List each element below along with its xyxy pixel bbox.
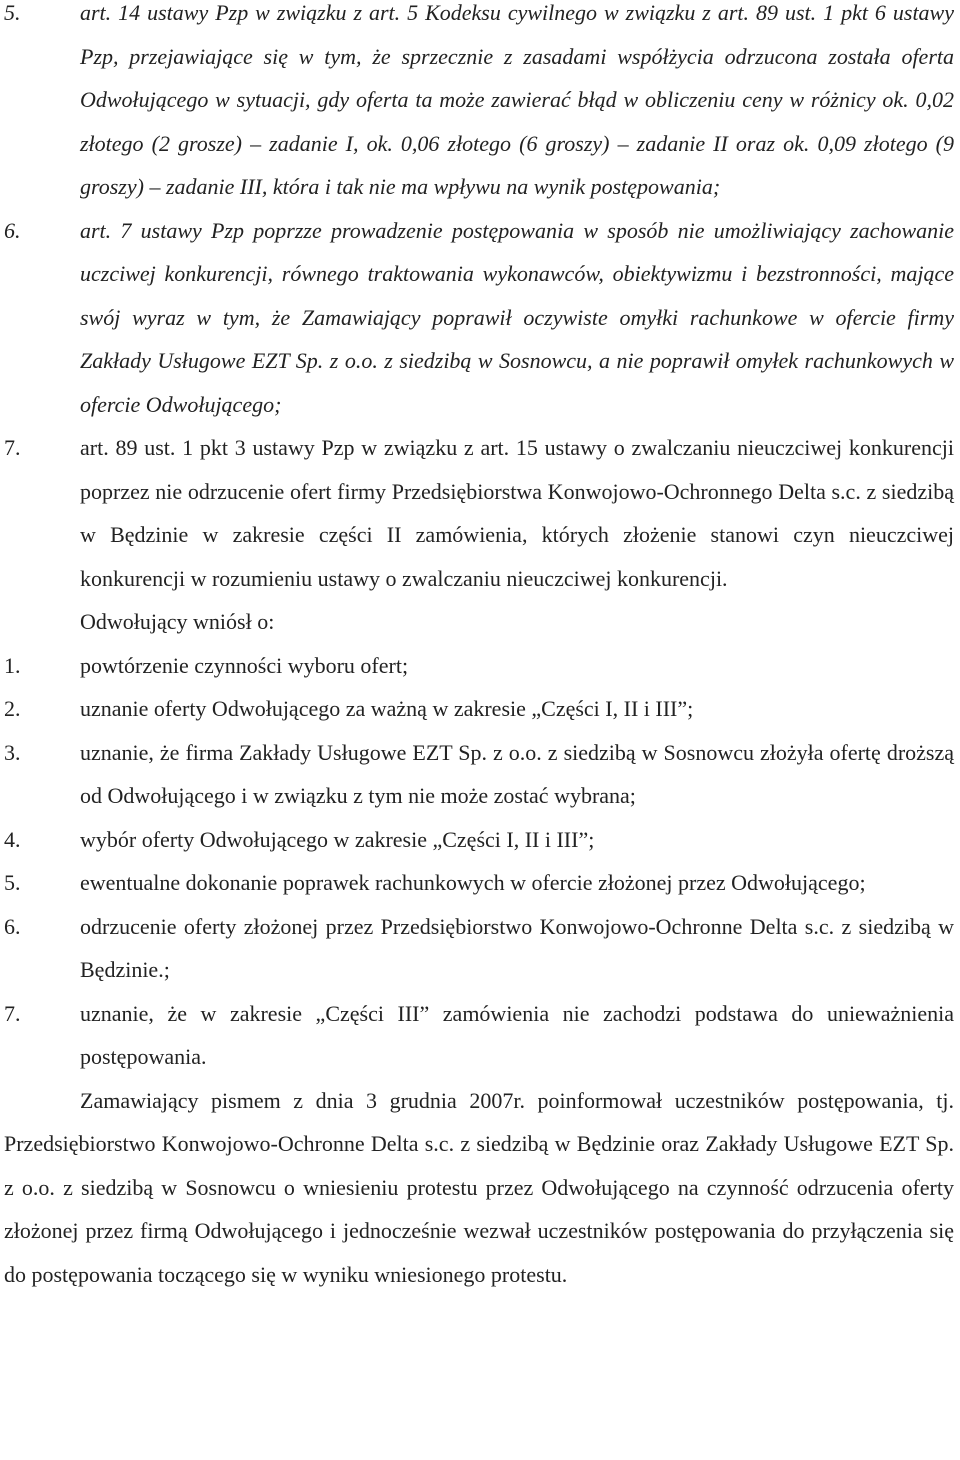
request-number: 6. [4, 913, 21, 939]
request-text: odrzucenie oferty złożonej przez Przedsiębiorstwo Konwojowo-Ochronne Delta s.c. z siedzibą w Będzinie.; [80, 913, 954, 982]
ground-text: art. 7 ustawy Pzp poprzze prowadzenie postępowania w sposób nie umożliwiający zachowanie uczciwej konkurencji, równego traktowania wykonawców, obiektywizmu i bezstronności, mające swój wyraz w tym, że Zamawiający poprawił oczywiste omyłki rachunkowe w ofercie firmy Zakłady Usługowe EZT Sp. z o.o. z siedzibą w Sosnowcu, a nie poprawił omyłek rachunkowych w ofercie Odwołującego; [80, 217, 954, 417]
request-text: uznanie, że w zakresie „Części III” zamówienia nie zachodzi podstawa do unieważnienia postępowania. [80, 1000, 954, 1069]
request-item [0, 992, 960, 1079]
request-item [0, 644, 960, 688]
request-item [0, 905, 960, 992]
request-text: ewentualne dokonanie poprawek rachunkowych w ofercie złożonej przez Odwołującego; [80, 870, 866, 895]
ground-text: art. 89 ust. 1 pkt 3 ustawy Pzp w związku z art. 15 ustawy o zwalczaniu nieuczciwej konkurencji poprzez nie odrzucenie ofert firmy Przedsiębiorstwa Konwojowo-Ochronnego Delta s.c. z siedzibą w Będzinie w zakresie części II zamówienia, których złożenie stanowi czyn nieuczciwej konkurencji w rozumieniu ustawy o zwalczaniu nieuczciwej konkurencji. [80, 435, 954, 591]
request-text: uznanie oferty Odwołującego za ważną w zakresie „Części I, II i III”; [80, 696, 694, 721]
ground-item [0, 209, 960, 427]
ground-number: 5. [4, 0, 21, 25]
ground-item [0, 0, 960, 209]
request-number: 5. [4, 870, 21, 895]
ground-text: art. 14 ustawy Pzp w związku z art. 5 Kodeksu cywilnego w związku z art. 89 ust. 1 pkt 6 ustawy Pzp, przejawiające się w tym, że sprzecznie z zasadami współżycia odrzucona została oferta Odwołującego w sytuacji, gdy oferta ta może zawierać błąd w obliczeniu ceny w różnicy ok. 0,02 złotego (2 grosze) – zadanie I, ok. 0,06 złotego (6 groszy) – zadanie II oraz ok. 0,09 złotego (9 groszy) – zadanie III, która i tak nie ma wpływu na wynik postępowania; [80, 0, 954, 199]
request-text: powtórzenie czynności wyboru ofert; [80, 652, 409, 678]
request-number: 7. [4, 1000, 21, 1026]
ground-number: 6. [4, 217, 21, 243]
request-text: uznanie, że firma Zakłady Usługowe EZT Sp. z o.o. z siedzibą w Sosnowcu złożyła ofertę droższą od Odwołującego i w związku z tym nie może zostać wybrana; [80, 739, 954, 808]
request-item [0, 818, 960, 862]
closing-paragraph: Zamawiający pismem z dnia 3 grudnia 2007r. poinformował uczestników postępowania, tj. Przedsiębiorstwo Konwojowo-Ochronne Delta s.c. z siedzibą w Będzinie oraz Zakłady Usługowe EZT Sp. z o.o. z siedzibą w Sosnowcu o wniesieniu protestu przez Odwołującego na czynność odrzucenia oferty złożonej przez firmą Odwołującego i jednocześnie wezwał uczestników postępowania do przyłączenia się do postępowania toczącego się w wyniku wniesionego protestu. [4, 1087, 954, 1287]
request-text: wybór oferty Odwołującego w zakresie „Części I, II i III”; [80, 826, 595, 852]
request-number: 4. [4, 826, 21, 852]
request-item [0, 687, 960, 731]
ground-item [0, 426, 960, 600]
request-number: 1. [4, 652, 21, 678]
request-item [0, 731, 960, 818]
ground-number: 7. [4, 435, 21, 460]
requests-intro: Odwołujący wniósł o: [80, 609, 275, 634]
request-item [0, 861, 960, 905]
request-number: 2. [4, 696, 21, 721]
request-number: 3. [4, 739, 21, 765]
